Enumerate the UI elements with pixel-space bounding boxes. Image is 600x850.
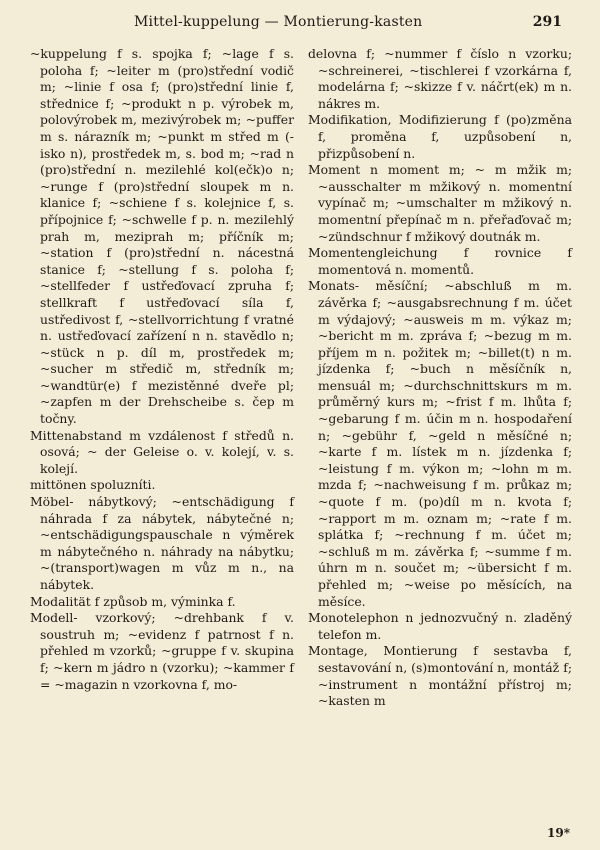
entry-moment: Moment n moment m; ~ m mžik m; ~ausschalter m mžikový n. momentní vypínač m; ~umschalter m mžikový n. momentní přepínač m n. přeřaďovač m; ~zündschnur f mžikový doutnák m.	[308, 162, 572, 244]
two-column-body	[30, 46, 572, 710]
page-number: 291	[532, 14, 562, 30]
entry-modifikation: Modifikation, Modifizierung f (po)změna f, proměna f, uzpůsobení n, přizpůsobení n.	[308, 112, 572, 161]
right-column	[308, 46, 572, 710]
entry-modell-continued: delovna f; ~nummer f číslo n vzorku; ~schreinerei, ~tischlerei f vzorkárna f, modelárna f; ~skizze f v. náčrt(ek) m n. nákres m.	[308, 46, 572, 111]
entry-mittenabstand: Mittenabstand m vzdálenost f středů n. osová; ~ der Geleise o. v. kolejí, v. s. kolejí.	[30, 427, 294, 476]
entry-monats: Monats- měsíční; ~abschluß m m. závěrka f; ~ausgabsrechnung f m. účet m výdajový; ~ausweis m m. výkaz m; ~bericht m m. zpráva f; ~bezug m m. příjem m n. požitek m; ~billet(t) n m. jízdenka f; ~buch n měsíčník n, mensuál m; ~durchschnittskurs m m. průměrný kurs m; ~frist f m. lhůta f; ~gebarung f m. účin m n. hospodaření n; ~gebühr f, ~geld n měsíčné n; ~karte f m. lístek m n. jízdenka f; ~leistung f m. výkon m; ~lohn m m. mzda f; ~nachweisung f m. průkaz m; ~quote f m. (po)díl m n. kvota f; ~rapport m m. oznam m; ~rate f m. splátka f; ~rechnung f m. účet m; ~schluß m m. závěrka f; ~summe f m. úhrn m n. součet m; ~übersicht f m. přehled m; ~weise po měsících, na měsíce.	[308, 278, 572, 609]
entry-mittoenen: mittönen spoluzníti.	[30, 477, 156, 493]
entry-modell: Modell- vzorkový; ~drehbank f v. soustruh m; ~evidenz f patrnost f n. přehled m vzorků; ~gruppe f v. skupina f; ~kern m jádro n (vzorku); ~kammer f = ~magazin n vzorkovna f, mo-	[30, 610, 294, 692]
entry-montage: Montage, Montierung f sestavba f, sestavování n, (s)montování n, montáž f; ~instrument n montážní přístroj m; ~kasten m	[308, 643, 572, 709]
entry-modalitaet: Modalität f způsob m, výminka f.	[30, 593, 236, 609]
header-title: Mittel-kuppelung — Montierung-kasten	[134, 14, 423, 30]
entry-monotelephon: Monotelephon n jednozvučný n. zladěný telefon m.	[308, 610, 572, 642]
entry-moebel: Möbel- nábytkový; ~entschädigung f náhrada f za nábytek, nábytečné n; ~entschädigungspauschale n výměrek m nábytečného n. náhrady na nábytku; ~(transport)wagen m vůz m n., na nábytek.	[30, 494, 294, 592]
signature-mark: 19*	[547, 826, 570, 840]
left-column	[30, 46, 294, 710]
running-header	[30, 14, 572, 40]
entry-momentengleichung: Momentengleichung f rovnice f momentová n. momentů.	[308, 245, 572, 277]
entry-mittel-continued: ~kuppelung f s. spojka f; ~lage f s. poloha f; ~leiter m (pro)střední vodič m; ~linie f osa f; (pro)střední linie f, střednice f; ~produkt n p. výrobek m, polovýrobek m, mezivýrobek m; ~puffer m s. nárazník m; ~punkt m střed m (-isko n), prostředek m, s. bod m; ~rad n (pro)střední n. mezilehlé kol(ečk)o n; ~runge f (pro)střední sloupek m n. klanice f; ~schiene f s. kolejnice f, s. přípojnice f; ~schwelle f p. n. mezilehlý prah m, meziprah m; příčník m; ~station f (pro)střední n. nácestná stanice f; ~stellung f s. poloha f; ~stellfeder f ustřeďovací zpruha f; stellkraft f ustřeďovací síla f, ustředivost f, ~stellvorrichtung f vratné n. ustřeďovací zařízení n n. stavědlo n; ~stück n p. díl m, prostředek m; ~sucher m středič m, středník m; ~wandtür(e) f mezistěnné dveře pl; ~zapfen m der Drehscheibe s. čep m točny.	[30, 46, 294, 427]
